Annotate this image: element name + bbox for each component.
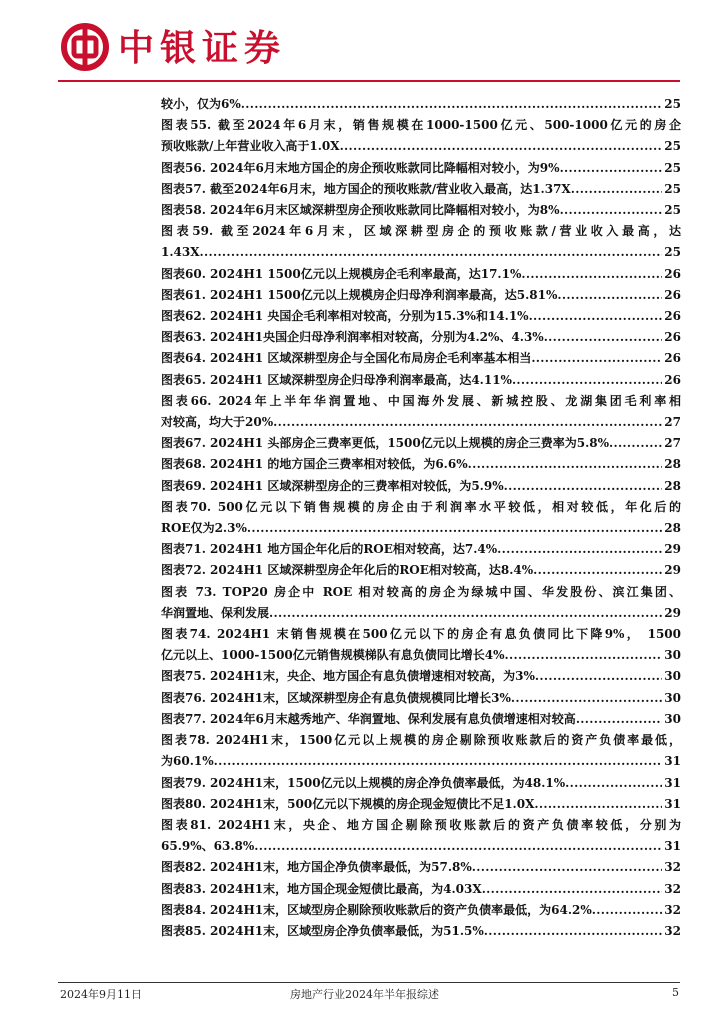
toc-entry-page: 26 (664, 287, 681, 302)
toc-entry-page: 27 (664, 415, 681, 430)
dot-leader (534, 794, 662, 815)
toc-entry-page: 26 (664, 372, 681, 387)
toc-entry-title-continued: 65.9%、63.8% (161, 839, 255, 854)
dot-leader (544, 327, 663, 348)
toc-entry-title-continued: 预收账款/上年营业收入高于1.0X (161, 139, 340, 154)
toc-entry[interactable] (161, 709, 681, 730)
bank-of-china-logo-icon (60, 22, 110, 72)
toc-entry[interactable] (161, 327, 681, 348)
toc-entry-title: 图表76. 2024H1末，区域深耕型房企有息负债规模同比增长3% (161, 690, 511, 705)
toc-entry-page: 29 (664, 605, 681, 620)
toc-entry[interactable] (161, 794, 681, 815)
dot-leader (200, 242, 663, 263)
dot-leader (497, 539, 662, 560)
toc-entry-page: 25 (664, 97, 681, 111)
toc-entry-title: 图表80. 2024H1末，500亿元以下规模的房企现金短债比不足1.0X (161, 796, 535, 811)
toc-entry[interactable] (161, 921, 681, 942)
toc-entry[interactable] (161, 115, 681, 157)
footer-date: 2024年9月11日 (60, 988, 142, 1001)
toc-entry-title-continued: 华润置地、保利发展 (161, 605, 270, 620)
toc-entry[interactable] (161, 815, 681, 857)
dot-leader (247, 518, 662, 539)
toc-entry[interactable] (161, 348, 681, 369)
toc-entry-title-line: 图表66. 2024年上半年华润置地、中国海外发展、新城控股、龙湖集团毛利率相 (161, 393, 681, 408)
toc-entry[interactable] (161, 582, 681, 624)
brand-name: 中银证券 (118, 27, 287, 69)
toc-entry-title: 图表68. 2024H1 的地方国企三费率相对较低，为6.6% (161, 457, 468, 472)
footer-title: 房地产行业2024年半年报综述 (290, 988, 439, 1001)
toc-entry-page: 29 (664, 542, 681, 557)
dot-leader (571, 179, 663, 200)
dot-leader (592, 900, 663, 921)
toc-entry[interactable] (161, 433, 681, 454)
toc-entry[interactable] (161, 857, 681, 878)
dot-leader (565, 773, 662, 794)
dot-leader (531, 348, 662, 369)
toc-entry-page: 32 (664, 923, 681, 938)
toc-entry-title: 图表83. 2024H1末，地方国企现金短债比最高，为4.03X (161, 881, 482, 896)
toc-entry-page: 32 (664, 902, 681, 917)
toc-entry-page: 26 (664, 266, 681, 281)
dot-leader (505, 645, 663, 666)
toc-entry-title-line: 图表74. 2024H1 末销售规模在500亿元以下的房企有息负债同比下降9%， 1500 (161, 627, 681, 642)
toc-entry-title: 图表65. 2024H1 区域深耕型房企归母净利润率最高，达4.11% (161, 372, 512, 387)
toc-entry-page: 26 (664, 330, 681, 345)
table-of-figures (161, 94, 681, 942)
toc-entry-title-continued: 1.43X (161, 245, 200, 260)
toc-entry-title: 图表62. 2024H1 央国企毛利率相对较高，分别为15.3%和14.1% (161, 309, 529, 324)
report-header (0, 0, 724, 84)
dot-leader (529, 306, 663, 327)
toc-entry-page: 25 (664, 203, 681, 218)
toc-entry[interactable] (161, 773, 681, 794)
footer-divider (58, 982, 680, 983)
toc-entry-title-line: 图表59. 截至2024年6月末，区域深耕型房企的预收账款/营业收入最高，达 (161, 224, 681, 239)
toc-entry-title-line: 图表70. 500亿元以下销售规模的房企由于利润率水平较低，相对较低，年化后的 (161, 499, 681, 514)
toc-entry[interactable] (161, 285, 681, 306)
toc-entry[interactable] (161, 730, 681, 772)
dot-leader (521, 264, 662, 285)
dot-leader (340, 136, 663, 157)
toc-entry[interactable] (161, 306, 681, 327)
toc-entry-title-continued: 亿元以上、1000-1500亿元销售规模梯队有息负债同比增长4% (161, 648, 505, 663)
toc-entry[interactable] (161, 370, 681, 391)
dot-leader (214, 751, 663, 772)
toc-entry-title: 图表77. 2024年6月末越秀地产、华润置地、保利发展有息负债增速相对较高 (161, 711, 576, 726)
dot-leader (273, 412, 662, 433)
dot-leader (511, 688, 662, 709)
dot-leader (512, 370, 662, 391)
toc-entry-title: 图表85. 2024H1末，区域型房企净负债率最低，为51.5% (161, 923, 484, 938)
dot-leader (557, 285, 662, 306)
toc-entry[interactable] (161, 454, 681, 475)
toc-entry-title: 图表63. 2024H1央国企归母净利润率相对较高，分别为4.2%、4.3% (161, 330, 544, 345)
toc-entry-title: 图表58. 2024年6月末区域深耕型房企预收账款同比降幅相对较小，为8% (161, 203, 560, 218)
toc-entry-title-line: 图表 73. TOP20 房企中 ROE 相对较高的房企为绿城中国、华发股份、滨江集团、 (161, 584, 681, 599)
toc-entry-page: 28 (664, 478, 681, 493)
toc-entry-title-continued: 对较高，均大于20% (161, 415, 274, 430)
toc-entry[interactable] (161, 264, 681, 285)
toc-entry-title-continued: ROE仅为2.3% (161, 521, 247, 536)
toc-entry-page: 27 (664, 436, 681, 451)
dot-leader (468, 454, 663, 475)
toc-entry-page: 32 (664, 881, 681, 896)
toc-entry-page: 25 (664, 181, 681, 196)
toc-entry[interactable] (161, 539, 681, 560)
toc-entry-title: 图表71. 2024H1 地方国企年化后的ROE相对较高，达7.4% (161, 542, 498, 557)
toc-entry-title: 图表60. 2024H1 1500亿元以上规模房企毛利率最高，达17.1% (161, 266, 522, 281)
toc-entry-page: 30 (664, 669, 681, 684)
toc-entry-title: 图表82. 2024H1末，地方国企净负债率最低，为57.8% (161, 860, 472, 875)
toc-entry[interactable] (161, 179, 681, 200)
toc-entry[interactable] (161, 688, 681, 709)
toc-entry-title-line: 图表78. 2024H1末，1500亿元以上规模的房企剔除预收账款后的资产负债率最低， (161, 733, 681, 748)
toc-entry[interactable] (161, 94, 681, 115)
toc-entry-title: 图表84. 2024H1末，区域型房企剔除预收账款后的资产负债率最低，为64.2% (161, 902, 592, 917)
toc-entry-title: 图表67. 2024H1 头部房企三费率更低，1500亿元以上规模的房企三费率为5.8% (161, 436, 609, 451)
toc-entry-page: 26 (664, 309, 681, 324)
header-divider (58, 80, 680, 82)
dot-leader (254, 836, 662, 857)
toc-entry[interactable] (161, 560, 681, 581)
dot-leader (609, 433, 662, 454)
page-number: 5 (672, 986, 679, 999)
toc-entry[interactable] (161, 900, 681, 921)
toc-entry-title: 图表61. 2024H1 1500亿元以上规模房企归母净利润率最高，达5.81% (161, 287, 558, 302)
toc-entry-title: 图表57. 截至2024年6月末，地方国企的预收账款/营业收入最高，达1.37X (161, 181, 571, 196)
toc-entry[interactable] (161, 624, 681, 666)
toc-entry-title: 图表64. 2024H1 区域深耕型房企与全国化布局房企毛利率基本相当 (161, 351, 532, 366)
toc-entry-title: 图表72. 2024H1 区域深耕型房企年化后的ROE相对较高，达8.4% (161, 563, 534, 578)
toc-entry-page: 32 (664, 860, 681, 875)
dot-leader (269, 603, 662, 624)
dot-leader (533, 560, 662, 581)
dot-leader (576, 709, 662, 730)
toc-entry-title: 图表79. 2024H1末，1500亿元以上规模的房企净负债率最低，为48.1% (161, 775, 566, 790)
dot-leader (484, 921, 663, 942)
toc-entry[interactable] (161, 497, 681, 539)
toc-entry-page: 26 (664, 351, 681, 366)
toc-entry-page: 25 (664, 139, 681, 154)
toc-entry-page: 25 (664, 160, 681, 175)
toc-entry-title-line: 图表81. 2024H1末，央企、地方国企剔除预收账款后的资产负债率较低，分别为 (161, 817, 681, 832)
toc-entry[interactable] (161, 221, 681, 263)
toc-entry-page: 28 (664, 457, 681, 472)
toc-entry-title: 图表69. 2024H1 区域深耕型房企的三费率相对较低，为5.9% (161, 478, 504, 493)
toc-entry[interactable] (161, 476, 681, 497)
dot-leader (560, 158, 663, 179)
toc-entry-page: 30 (664, 690, 681, 705)
toc-entry[interactable] (161, 158, 681, 179)
toc-entry-title: 图表75. 2024H1末，央企、地方国企有息负债增速相对较高，为3% (161, 669, 535, 684)
toc-entry[interactable] (161, 666, 681, 687)
toc-entry-page: 29 (664, 563, 681, 578)
dot-leader (535, 666, 662, 687)
toc-entry-title-continued: 为60.1% (161, 754, 214, 769)
toc-entry-page: 30 (664, 648, 681, 663)
toc-entry-title: 图表56. 2024年6月末地方国企的房企预收账款同比降幅相对较小，为9% (161, 160, 560, 175)
dot-leader (482, 879, 663, 900)
toc-entry-page: 31 (664, 796, 681, 811)
toc-entry-page: 31 (664, 754, 681, 769)
toc-entry[interactable] (161, 200, 681, 221)
dot-leader (241, 94, 663, 115)
dot-leader (504, 476, 663, 497)
toc-entry-page: 31 (664, 839, 681, 854)
dot-leader (472, 857, 663, 878)
toc-entry-page: 28 (664, 521, 681, 536)
toc-entry[interactable] (161, 391, 681, 433)
dot-leader (560, 200, 663, 221)
toc-entry-title: 较小，仅为6% (161, 97, 241, 111)
toc-entry-title-line: 图表55. 截至2024年6月末，销售规模在1000-1500亿元、500-1000亿元的房企 (161, 118, 681, 133)
toc-entry[interactable] (161, 879, 681, 900)
toc-entry-page: 30 (664, 711, 681, 726)
toc-entry-page: 31 (664, 775, 681, 790)
toc-entry-page: 25 (664, 245, 681, 260)
